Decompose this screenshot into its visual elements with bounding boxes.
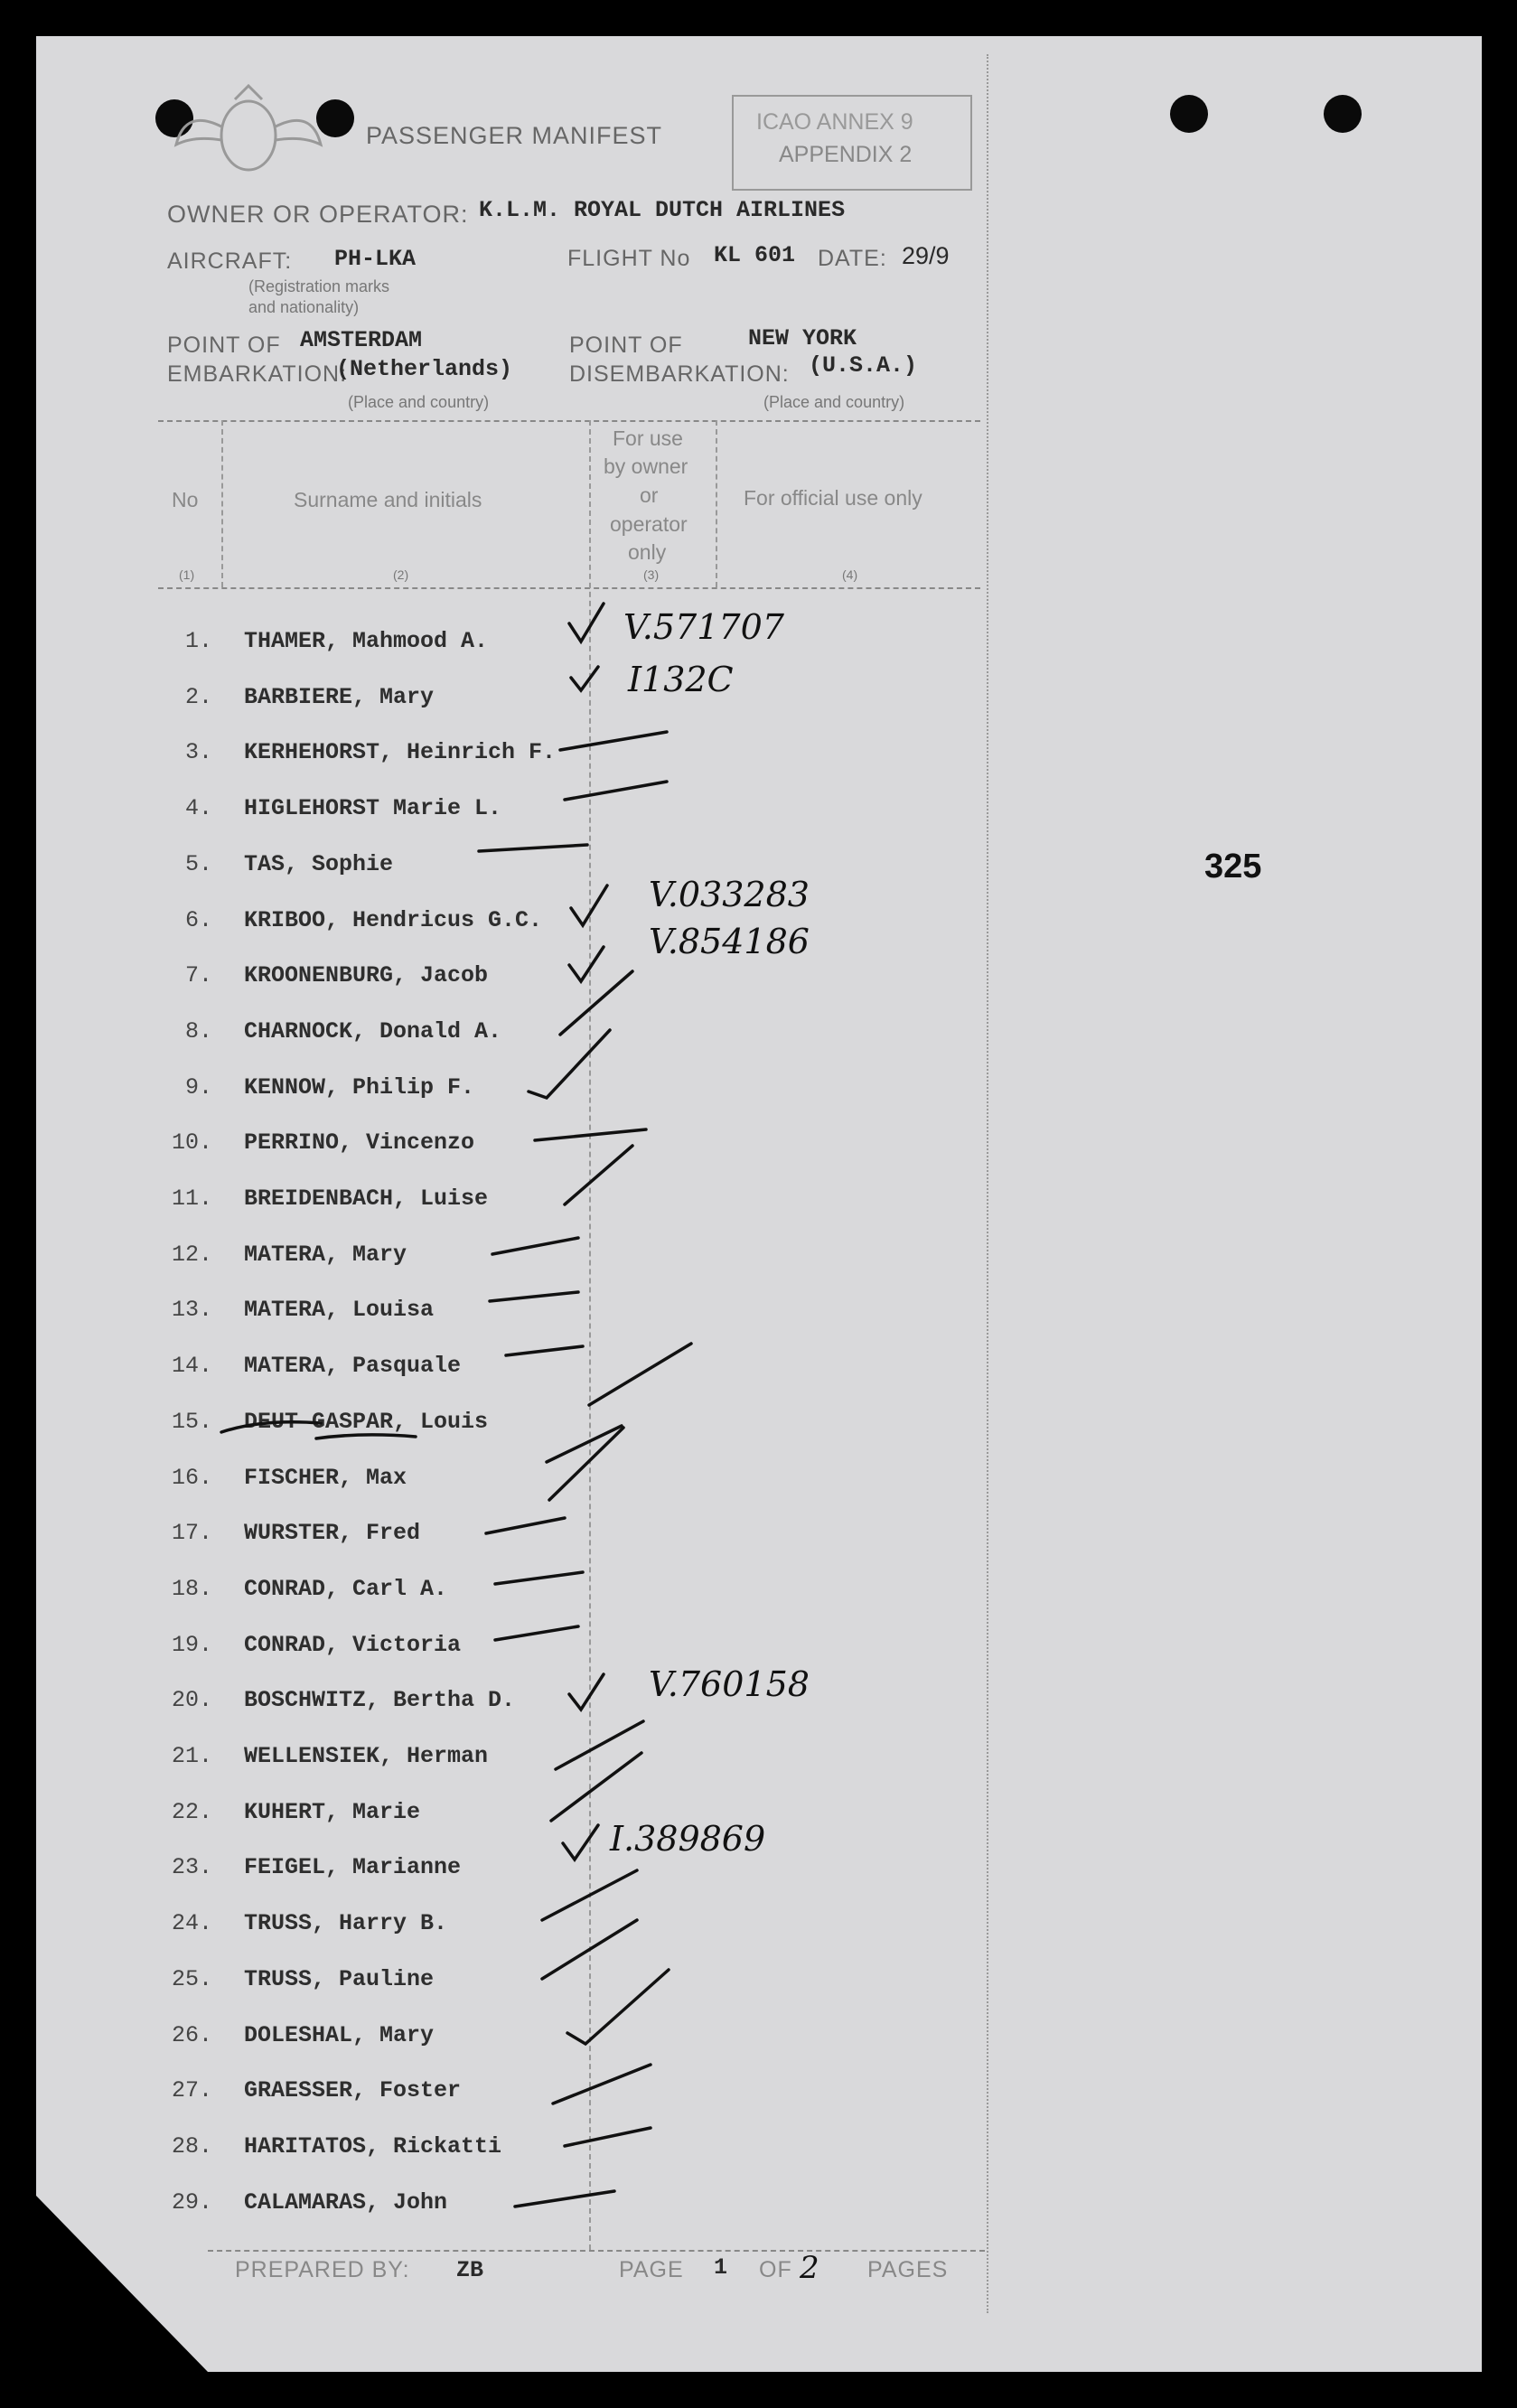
passenger-number: 2. [184, 683, 212, 710]
col-header-owner-3: or [640, 483, 659, 507]
page-label: PAGE [619, 2257, 684, 2282]
passenger-name: WURSTER, Fred [244, 1520, 421, 1547]
owner-label: OWNER OR OPERATOR: [167, 201, 469, 228]
passenger-number: 27. [171, 2077, 212, 2104]
passenger-name: CHARNOCK, Donald A. [244, 1017, 502, 1045]
embarkation-label-2: EMBARKATION: [167, 361, 348, 387]
pages-label: PAGES [867, 2257, 949, 2282]
col-header-name: Surname and initials [294, 488, 482, 511]
passenger-number: 26. [171, 2021, 212, 2048]
col-header-owner-5: only [628, 540, 667, 564]
passenger-name: BARBIERE, Mary [244, 683, 435, 710]
embarkation-note: (Place and country) [348, 393, 490, 411]
page-fold-line [987, 54, 988, 2313]
punch-hole [1324, 95, 1362, 133]
header-bottom-line [158, 587, 980, 589]
passenger-name: MATERA, Mary [244, 1241, 407, 1268]
passenger-name: CONRAD, Victoria [244, 1631, 462, 1658]
stamp-line-2: APPENDIX 2 [779, 142, 913, 167]
passenger-number: 18. [171, 1575, 212, 1602]
date-label: DATE: [818, 246, 887, 271]
folded-corner [36, 2196, 208, 2372]
owner-value: K.L.M. ROYAL DUTCH AIRLINES [479, 197, 846, 223]
col-header-owner-2: by owner [604, 454, 688, 478]
of-label: OF [759, 2257, 792, 2282]
handwritten-note: I.389869 [610, 1819, 766, 1859]
prepared-by-label: PREPARED BY: [235, 2257, 410, 2282]
passenger-name: PERRINO, Vincenzo [244, 1129, 475, 1157]
col-divider-1 [221, 420, 223, 587]
disembarkation-city: NEW YORK [748, 325, 857, 351]
passenger-number: 6. [184, 906, 212, 933]
passenger-number: 16. [171, 1464, 212, 1491]
passenger-name: HARITATOS, Rickatti [244, 2132, 502, 2160]
col-header-owner-1: For use [613, 426, 683, 450]
passenger-number: 23. [171, 1854, 212, 1881]
passenger-name: FEIGEL, Marianne [244, 1854, 462, 1881]
passenger-number: 25. [171, 1965, 212, 1992]
passenger-number: 4. [184, 795, 212, 822]
table-top-line [158, 420, 980, 422]
passenger-name: BOSCHWITZ, Bertha D. [244, 1687, 516, 1714]
passenger-number: 19. [171, 1631, 212, 1658]
disembarkation-label-2: DISEMBARKATION: [569, 361, 790, 387]
embarkation-country: (Netherlands) [336, 356, 513, 382]
page-value: 1 [714, 2254, 728, 2281]
flight-value: KL 601 [714, 242, 796, 268]
passenger-name: TRUSS, Pauline [244, 1965, 435, 1992]
passenger-name: HIGLEHORST Marie L. [244, 795, 502, 822]
icao-stamp [732, 95, 972, 191]
passenger-number: 14. [171, 1353, 212, 1380]
passenger-number: 29. [171, 2188, 212, 2216]
handwritten-note: V.571707 [623, 607, 784, 647]
passenger-number: 10. [171, 1129, 212, 1157]
punch-hole [316, 99, 354, 137]
passenger-number: 11. [171, 1185, 212, 1212]
col-num-4: (4) [842, 567, 858, 582]
passenger-name: DOLESHAL, Mary [244, 2021, 435, 2048]
passenger-name: KROONENBURG, Jacob [244, 962, 489, 989]
passenger-name: TAS, Sophie [244, 850, 394, 877]
passenger-name: TRUSS, Harry B. [244, 1910, 448, 1937]
handwritten-note: V.854186 [649, 922, 810, 961]
passenger-number: 3. [184, 739, 212, 766]
passenger-number: 9. [184, 1073, 212, 1101]
aircraft-note-1: (Registration marks [248, 277, 390, 295]
col-header-owner-4: operator [610, 512, 688, 536]
footer-line [208, 2250, 985, 2252]
stamp-line-1: ICAO ANNEX 9 [756, 109, 913, 135]
col-header-official: For official use only [744, 486, 922, 510]
passenger-name: CALAMARAS, John [244, 2188, 448, 2216]
punch-hole [155, 99, 193, 137]
handwritten-note: I132C [628, 660, 734, 699]
passenger-name: THAMER, Mahmood A. [244, 628, 489, 654]
embarkation-label-1: POINT OF [167, 333, 281, 358]
passenger-number: 5. [184, 850, 212, 877]
passenger-number: 20. [171, 1687, 212, 1714]
passenger-number: 1. [184, 628, 212, 654]
passenger-name: KENNOW, Philip F. [244, 1073, 475, 1101]
aircraft-label: AIRCRAFT: [167, 248, 293, 274]
disembarkation-country: (U.S.A.) [809, 352, 918, 379]
passenger-number: 8. [184, 1017, 212, 1045]
passenger-name: MATERA, Pasquale [244, 1353, 462, 1380]
prepared-by-value: ZB [456, 2257, 484, 2283]
passenger-number: 21. [171, 1743, 212, 1769]
flight-label: FLIGHT No [567, 246, 691, 271]
col-divider-2 [589, 420, 591, 2250]
col-divider-3 [716, 420, 717, 587]
col-num-1: (1) [179, 567, 195, 582]
passenger-name: WELLENSIEK, Herman [244, 1743, 489, 1769]
passenger-number: 28. [171, 2132, 212, 2160]
passenger-number: 7. [184, 962, 212, 989]
disembarkation-note: (Place and country) [763, 393, 905, 411]
passenger-name: KERHEHORST, Heinrich F. [244, 739, 557, 766]
handwritten-note: V.760158 [649, 1664, 810, 1704]
col-num-3: (3) [643, 567, 660, 582]
page-number: 325 [1204, 848, 1262, 885]
passenger-name: CONRAD, Carl A. [244, 1575, 448, 1602]
passenger-number: 12. [171, 1241, 212, 1268]
handwritten-note: V.033283 [649, 875, 810, 914]
passenger-number: 13. [171, 1297, 212, 1324]
aircraft-note-2: and nationality) [248, 298, 360, 316]
passenger-name: FISCHER, Max [244, 1464, 407, 1491]
passenger-number: 17. [171, 1520, 212, 1547]
passenger-name: DEUT GASPAR, Louis [244, 1408, 489, 1435]
passenger-number: 22. [171, 1798, 212, 1825]
aircraft-value: PH-LKA [334, 246, 417, 272]
disembarkation-label-1: POINT OF [569, 333, 683, 358]
passenger-name: KRIBOO, Hendricus G.C. [244, 906, 543, 933]
passenger-number: 15. [171, 1408, 212, 1435]
passenger-name: GRAESSER, Foster [244, 2077, 462, 2104]
manifest-title: PASSENGER MANIFEST [366, 122, 663, 149]
col-num-2: (2) [393, 567, 409, 582]
embarkation-city: AMSTERDAM [300, 327, 423, 353]
passenger-name: KUHERT, Marie [244, 1798, 421, 1825]
col-header-no: No [172, 488, 199, 511]
date-value: 29/9 [902, 242, 950, 269]
passenger-number: 24. [171, 1910, 212, 1937]
punch-hole [1170, 95, 1208, 133]
passenger-name: BREIDENBACH, Luise [244, 1185, 489, 1212]
of-value: 2 [800, 2250, 819, 2286]
passenger-name: MATERA, Louisa [244, 1297, 435, 1324]
